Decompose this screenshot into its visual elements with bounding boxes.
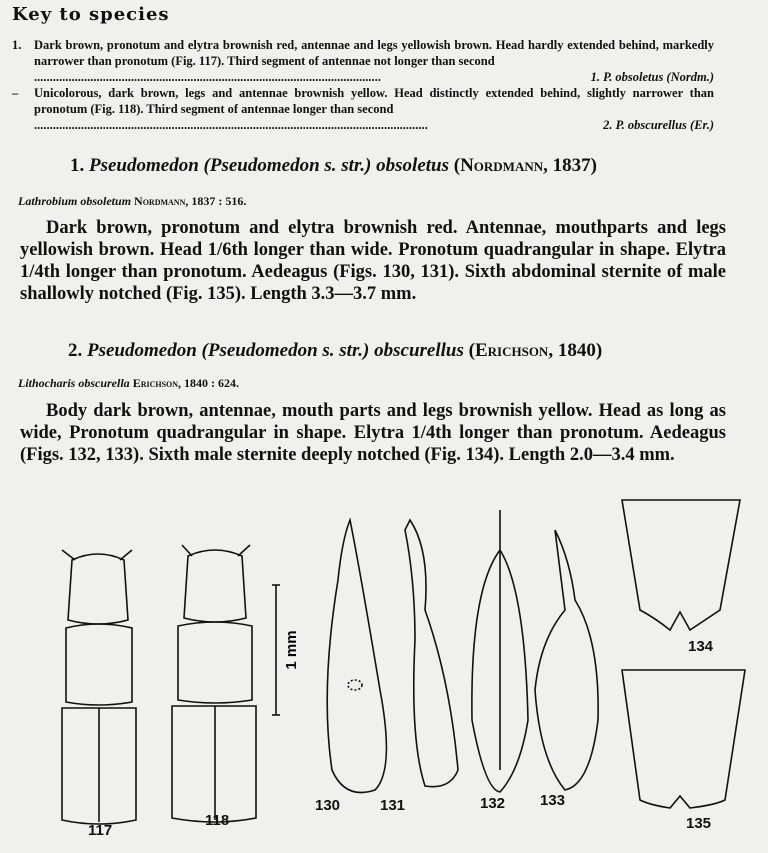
- figure-label-133: 133: [540, 792, 566, 809]
- species-heading-1: 1. Pseudomedon (Pseudomedon s. str.) obsoletus (Nordmann, 1837): [70, 155, 597, 176]
- figure-label-117: 117: [88, 822, 113, 839]
- figure-label-135: 135: [686, 815, 712, 832]
- key-entry-1: 1. Dark brown, pronotum and elytra brownish red, antennae and legs yellowish brown. Head hardly extended behind, markedly narrower than pronotum (Fig. 117). Third segment of antennae not longer than second ............................................................................................................... 1. P. obsoletus (Nordm.): [12, 38, 714, 84]
- description-1: Dark brown, pronotum and elytra brownish red. Antennae, mouthparts and legs yellowish brown. Head 1/6th longer than wide. Pronotum quadrangular in shape. Elytra 1/4th longer than pronotum. Aedeagus (Figs. 130, 131). Sixth abdominal sternite of male shallowly notched (Fig. 135). Length 3.3—3.7 mm.: [20, 218, 726, 304]
- scale-label: 1 mm: [283, 630, 300, 670]
- sternite-figure-135: [622, 670, 745, 808]
- aedeagus-figure-130: [327, 520, 386, 793]
- beetle-figure-117: [62, 550, 136, 824]
- figure-label-118: 118: [205, 812, 230, 829]
- scale-bar: [272, 585, 280, 715]
- figure-label-134: 134: [688, 638, 714, 655]
- synonym-2: Lithocharis obscurella Erichson, 1840 : 624.: [18, 376, 240, 390]
- species-heading-2: 2. Pseudomedon (Pseudomedon s. str.) obscurellus (Erichson, 1840): [68, 340, 603, 361]
- key-entry-result: 1. P. obsoletus (Nordm.): [590, 70, 714, 84]
- key-entry-number: 1.: [12, 38, 22, 52]
- species-key: [12, 37, 714, 133]
- aedeagus-figure-131: [405, 520, 458, 787]
- beetle-figure-118: [172, 545, 256, 822]
- key-entry-text: Dark brown, pronotum and elytra brownish red, antennae and legs yellowish brown. Head hardly extended behind, markedly narrower than pronotum (Fig. 117). Third segment of antennae not longer than second: [34, 38, 714, 68]
- key-entry-2: – Unicolorous, dark brown, legs and antennae brownish yellow. Head distinctly extended behind, slightly narrower than pronotum (Fig. 118). Third segment of antennae longer than second .............................................................................................................................. 2. P. obscurellus (Er.): [12, 86, 714, 132]
- key-entry-text: Unicolorous, dark brown, legs and antennae brownish yellow. Head distinctly extended behind, slightly narrower than pronotum (Fig. 118). Third segment of antennae longer than second: [34, 86, 714, 116]
- key-entry-result: 2. P. obscurellus (Er.): [603, 118, 714, 132]
- synonym-1: Lathrobium obsoletum Nordmann, 1837 : 516.: [18, 194, 247, 208]
- aedeagus-figure-132: [472, 510, 528, 792]
- key-title: Key to species: [12, 4, 170, 25]
- figure-label-130: 130: [315, 797, 341, 814]
- figure-label-131: 131: [380, 797, 406, 814]
- aedeagus-figure-133: [535, 530, 598, 790]
- sternite-figure-134: [622, 500, 740, 630]
- description-2: Body dark brown, antennae, mouth parts and legs brownish yellow. Head as long as wide, Pronotum quadrangular in shape. Elytra 1/4th longer than pronotum. Aedeagus (Figs. 132, 133). Sixth male sternite deeply notched (Fig. 134). Length 2.0—3.4 mm.: [20, 401, 726, 465]
- key-entry-number: –: [12, 86, 19, 100]
- figure-label-132: 132: [480, 795, 506, 812]
